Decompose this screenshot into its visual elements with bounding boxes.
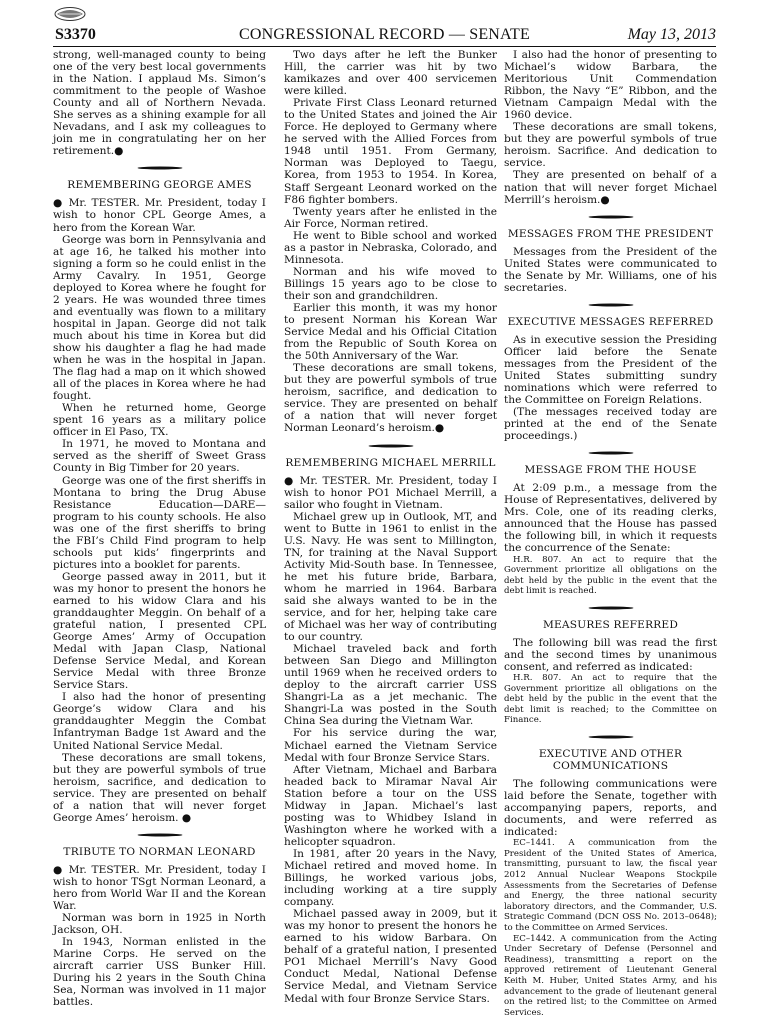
- section-divider: [504, 597, 717, 619]
- section-divider: [284, 435, 497, 457]
- section-heading: REMEMBERING GEORGE AMES: [67, 179, 252, 192]
- paragraph: Michael grew up in Outlook, MT, and went to Butte in 1961 to enlist in the U.S. Navy. He was sent to Millington, TN, for training at the Naval Support Activity Mid-South base. In Tennessee, he met his future bride, Barbara, whom he married in 1964. Barbara said she always wanted to be in the service, and for her, helping take care of Michael was her way of contributing to our country.: [284, 510, 497, 644]
- section-divider: [53, 157, 266, 179]
- paragraph: In 1943, Norman enlisted in the Marine Corps. He served on the aircraft carrier USS Bunker Hill. During his 2 years in the South China Sea, Norman was involved in 11 major battles.: [53, 936, 266, 1009]
- page-header: [53, 24, 716, 47]
- section-heading: COMMUNICATIONS: [552, 759, 669, 772]
- page-number: S3370: [55, 26, 96, 43]
- paragraph: In 1971, he moved to Montana and served as the sheriff of Sweet Grass County in Big Timber for 20 years.: [53, 438, 266, 475]
- paragraph: In 1981, after 20 years in the Navy, Michael retired and moved home. In Billings, he worked various jobs, including working at a tire supply company.: [284, 847, 497, 909]
- publication-title: CONGRESSIONAL RECORD — SENATE: [238, 26, 530, 43]
- section-divider: [53, 824, 266, 846]
- paragraph: These decorations are small tokens, but they are powerful symbols of true heroism, sacrifice, and dedication to service. They are presented on behalf of a nation that will never forget Norman Leonard’s heroism.●: [284, 362, 497, 435]
- paragraph: At 2:09 p.m., a message from the House of Representatives, delivered by Mrs. Cole, one of its reading clerks, announced that the House has passed the following bill, in which it requests the concurrence of the Senate:: [504, 482, 717, 555]
- section-heading: MEASURES REFERRED: [542, 618, 679, 631]
- paragraph: Private First Class Leonard returned to the United States and joined the Air Force. He deployed to Germany where he served with the Allied Forces from 1948 until 1951. From Germany, Norman was Deployed to Taegu, Korea, from 1953 to 1954. In Korea, Staff Sergeant Leonard worked on the F86 fighter bombers.: [284, 97, 497, 206]
- section-divider: [504, 206, 717, 228]
- paragraph: The following communications were laid before the Senate, together with accompanying papers, reports, and documents, and were referred as indicated:: [504, 777, 717, 839]
- publication-date: May 13, 2013: [627, 26, 716, 43]
- paragraph: ● Mr. TESTER. Mr. President, today I wish to honor TSgt Norman Leonard, a hero from World War II and the Korean War.: [53, 863, 266, 912]
- section-heading: MESSAGE FROM THE HOUSE: [524, 464, 697, 477]
- section-heading: TRIBUTE TO NORMAN LEONARD: [63, 845, 256, 858]
- section-heading: REMEMBERING MICHAEL MERRILL: [285, 456, 496, 469]
- paragraph: ● Mr. TESTER. Mr. President, today I wish to honor CPL George Ames, a hero from the Korean War.: [53, 197, 266, 234]
- section-divider: [504, 442, 717, 464]
- bill-text: H.R. 807. An act to require that the Government prioritize all obligations on the debt held by the public in the event that the debt limit is reached.: [504, 554, 717, 597]
- text-column-3: [504, 49, 717, 1018]
- paragraph: Messages from the President of the United States were communicated to the Senate by Mr. Williams, one of his secretaries.: [504, 245, 717, 294]
- paragraph: ● Mr. TESTER. Mr. President, today I wish to honor PO1 Michael Merrill, a sailor who fought in Vietnam.: [284, 474, 497, 511]
- bill-text: H.R. 807. An act to require that the Government prioritize all obligations on the debt held by the public in the event that the debt limit is reached; to the Committee on Finance.: [504, 673, 717, 726]
- paragraph: Twenty years after he enlisted in the Air Force, Norman retired.: [284, 205, 497, 230]
- section-divider: [504, 294, 717, 316]
- paragraph: For his service during the war, Michael earned the Vietnam Service Medal with four Bronze Service Stars.: [284, 727, 497, 764]
- paragraph: George passed away in 2011, but it was my honor to present the honors he earned to his widow Clara and his granddaughter Meggin. On behalf of a grateful nation, I presented CPL George Ames’ Army of Occupation Medal with Japan Clasp, National Defense Service Medal, and Korean Service Medal with three Bronze Service Stars.: [53, 570, 266, 692]
- paragraph: Michael passed away in 2009, but it was my honor to present the honors he earned to his widow Barbara. On behalf of a grateful nation, I presented PO1 Michael Merrill’s Navy Good Conduct Medal, National Defense Service Medal, and Vietnam Service Medal with four Bronze Service Stars.: [284, 908, 497, 1005]
- paragraph: strong, well-managed county to being one of the very best local governments in the Nation. I applaud Ms. Simon’s commitment to the people of Washoe County and all of Northern Nevada. She serves as a shining example for all Nevadans, and I ask my colleagues to join me in congratulating her on her retirement.●: [53, 49, 266, 158]
- paragraph: (The messages received today are printed at the end of the Senate proceedings.): [504, 406, 717, 443]
- section-heading: EXECUTIVE MESSAGES REFERRED: [507, 315, 714, 328]
- paragraph: I also had the honor of presenting George’s widow Clara and his granddaughter Meggin the Combat Infantryman Badge 1st Award and the United National Service Medal.: [53, 691, 266, 752]
- paragraph: After Vietnam, Michael and Barbara headed back to Miramar Naval Air Station before a tour on the USS Midway in Japan. Michael’s last posting was to Whidbey Island in Washington where he worked with a helicopter squadron.: [284, 763, 497, 848]
- section-divider: [504, 726, 717, 748]
- paragraph: They are presented on behalf of a nation that will never forget Michael Merrill’s heroism.●: [504, 169, 717, 206]
- communication-entry: EC–1442. A communication from the Acting Under Secretary of Defense (Personnel and Readiness), transmitting a report on the approved retirement of Lieutenant General Keith M. Huber, United States Army, and his advancement to the grade of lieutenant general on the retired list; to the Committee on Armed Services.: [504, 933, 717, 1018]
- paragraph: George was born in Pennsylvania and at age 16, he talked his mother into signing a form so he could enlist in the Army Cavalry. In 1951, George deployed to Korea where he fought for 2 years. He was wounded three times and eventually was flown to a military hospital in Japan. George did not talk much about his time in Korea but did show his daughter a flag he had made when he was in the hospital in Japan. The flag had a map on it which showed all of the places in Korea where he had fought.: [53, 233, 266, 403]
- paragraph: These decorations are small tokens, but they are powerful symbols of true heroism, sacrifice, and dedication to service. They are presented on behalf of a nation that will never forget George Ames’ heroism. ●: [53, 751, 266, 824]
- text-column-1: [53, 49, 266, 1008]
- paragraph: George was one of the first sheriffs in Montana to bring the Drug Abuse Resistance Education—DARE—program to his county schools. He also was one of the first sheriffs to bring the FBI’s Child Find program to help schools put kids’ fingerprints and pictures into a booklet for parents.: [53, 474, 266, 571]
- paragraph: He went to Bible school and worked as a pastor in Nebraska, Colorado, and Minnesota.: [284, 229, 497, 266]
- paragraph: As in executive session the Presiding Officer laid before the Senate messages from the President of the United States submitting sundry nominations which were referred to the Committee on Foreign Relations.: [504, 333, 717, 407]
- paragraph: Norman and his wife moved to Billings 15 years ago to be close to their son and grandchildren.: [284, 265, 497, 302]
- paragraph: These decorations are small tokens, but they are powerful symbols of true heroism. Sacrifice. And dedication to service.: [504, 121, 717, 170]
- section-heading: MESSAGES FROM THE PRESIDENT: [507, 227, 714, 240]
- paragraph: Earlier this month, it was my honor to present Norman his Korean War Service Medal and his Official Citation from the Republic of South Korea on the 50th Anniversary of the War.: [284, 301, 497, 363]
- paragraph: The following bill was read the first and the second times by unanimous consent, and referred as indicated:: [504, 636, 717, 673]
- paragraph: I also had the honor of presenting to Michael’s widow Barbara, the Meritorious Unit Commendation Ribbon, the Navy “E” Ribbon, and the Vietnam Campaign Medal with the 1960 device.: [504, 49, 717, 122]
- communication-entry: EC–1441. A communication from the President of the United States of America, transmitting, pursuant to law, the fiscal year 2012 Annual Nuclear Weapons Stockpile Assessments from the Secretaries of Defense and Energy, the three national security laboratory directors, and the Commander, U.S. Strategic Command (DCN OSS No. 2013–0648); to the Committee on Armed Services.: [504, 838, 717, 933]
- text-column-2: [284, 49, 497, 1005]
- gpo-logo: [53, 6, 87, 22]
- paragraph: Michael traveled back and forth between San Diego and Millington until 1969 when he received orders to deploy to the aircraft carrier USS Shangri-La as a jet mechanic. The Shangri-La was posted in the South China Sea during the Vietnam War.: [284, 643, 497, 728]
- paragraph: Norman was born in 1925 in North Jackson, OH.: [53, 912, 266, 937]
- paragraph: Two days after he left the Bunker Hill, the carrier was hit by two kamikazes and over 400 servicemen were killed.: [284, 49, 497, 98]
- paragraph: When he returned home, George spent 16 years as a military police officer in El Paso, TX.: [53, 402, 266, 439]
- section-heading: EXECUTIVE AND OTHER: [538, 747, 683, 760]
